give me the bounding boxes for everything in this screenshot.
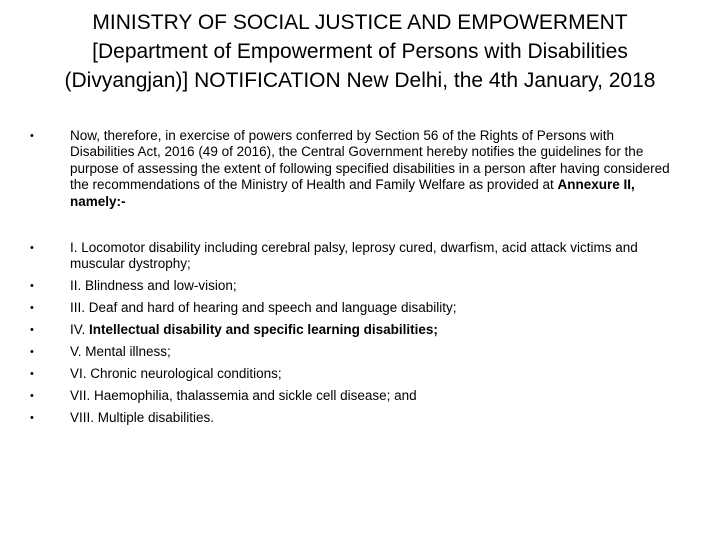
list-item-text — [70, 388, 670, 404]
list-item-label: V. Mental illness; — [70, 344, 171, 360]
title-line-1: MINISTRY OF SOCIAL JUSTICE AND EMPOWERMENT — [92, 11, 628, 34]
list-item — [30, 410, 670, 426]
list-item-label: IV. — [70, 322, 90, 338]
list-item — [30, 322, 670, 338]
list-item — [30, 240, 670, 273]
list-item-text — [70, 300, 670, 316]
list-item-text — [70, 278, 670, 294]
list-item-text — [70, 366, 670, 382]
list-item-label: II. Blindness and low-vision; — [70, 278, 237, 294]
list-item-text — [70, 322, 670, 338]
list-item-text — [70, 410, 670, 426]
list-item — [30, 344, 670, 360]
list-item-bold: Intellectual disability and specific learning disabilities; — [89, 322, 438, 338]
bullet-icon: • — [30, 280, 34, 293]
list-item-label: III. Deaf and hard of hearing and speech and language disability; — [70, 300, 457, 316]
list-item-label: VIII. Multiple disabilities. — [70, 410, 215, 426]
disability-list — [30, 240, 670, 432]
list-item — [30, 278, 670, 294]
list-item — [30, 366, 670, 382]
list-item-text — [70, 344, 670, 360]
intro-text-body: Now, therefore, in exercise of powers conferred by Section 56 of the Rights of Persons with Disabilities Act, 2016 (49 of 2016), the Central Government hereby notifies the guidelines for the purpose of assessing the extent of following specified disabilities in a person after having considered the recommendations of the Ministry of Health and Family Welfare as provided at — [70, 128, 670, 193]
page-title — [20, 8, 700, 95]
bullet-icon: • — [30, 324, 34, 337]
title-line-2: [Department of Empowerment of Persons with Disabilities — [92, 40, 628, 63]
intro-paragraph — [30, 128, 670, 210]
list-item — [30, 388, 670, 404]
bullet-icon: • — [30, 346, 34, 359]
list-item-label: I. Locomotor disability including cerebral palsy, leprosy cured, dwarfism, acid attack victims and muscular dystrophy; — [70, 240, 638, 272]
list-item-label: VII. Haemophilia, thalassemia and sickle cell disease; and — [70, 388, 417, 404]
bullet-icon: • — [30, 368, 34, 381]
bullet-icon: • — [30, 412, 34, 425]
list-item-text — [70, 240, 670, 273]
bullet-icon: • — [30, 390, 34, 403]
bullet-icon: • — [30, 302, 34, 315]
title-line-3: (Divyangjan)] NOTIFICATION New Delhi, the 4th January, 2018 — [64, 69, 656, 92]
list-item — [30, 300, 670, 316]
intro-text-annexure: Annexure II, namely:- — [70, 177, 635, 209]
bullet-icon: • — [30, 242, 34, 254]
list-item-label: VI. Chronic neurological conditions; — [70, 366, 282, 382]
bullet-icon: • — [30, 130, 34, 142]
intro-text — [70, 128, 670, 210]
